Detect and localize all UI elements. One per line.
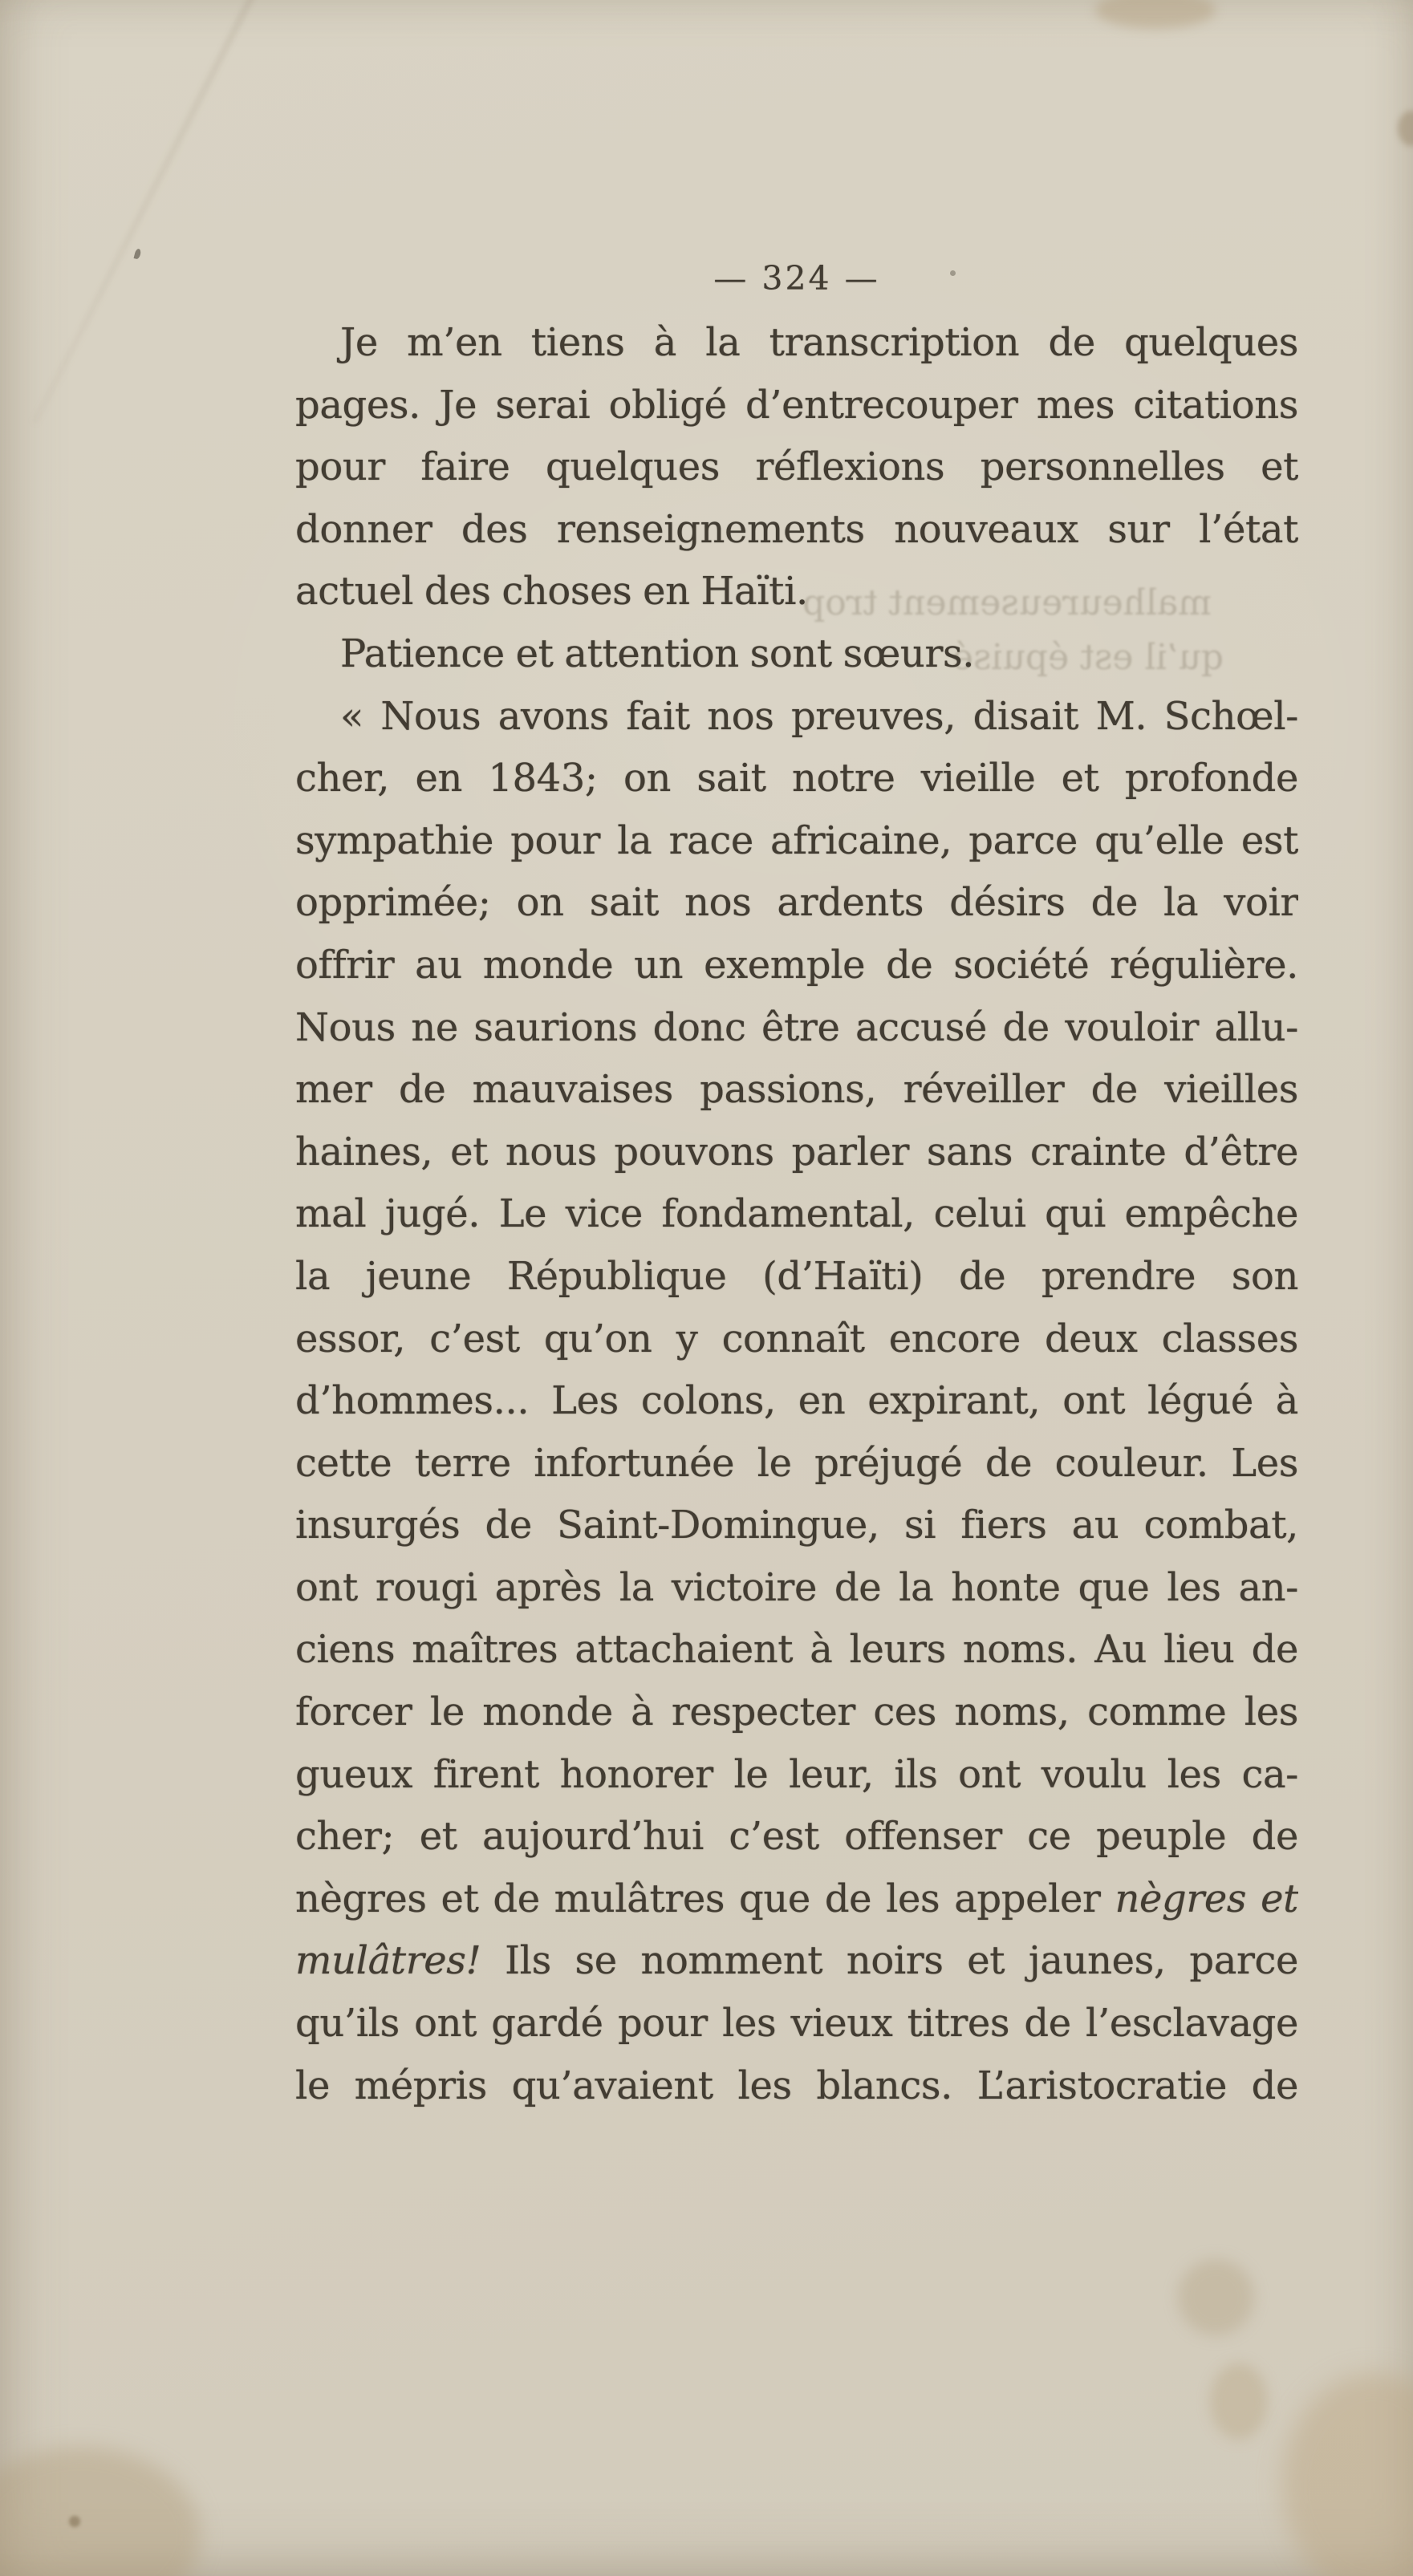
text-line	[295, 1246, 1298, 1308]
ink-speck	[134, 248, 142, 259]
paper-stain	[1210, 2363, 1268, 2440]
line-text: nègres et de mulâtres que de les appeler	[295, 1876, 1115, 1921]
line-text: sympathie pour la race africaine, parce qu’elle est	[295, 817, 1298, 863]
ink-speck	[950, 270, 956, 276]
text-line	[295, 1308, 1298, 1371]
line-text: Ils se nomment noirs et jaunes, parce	[481, 1938, 1298, 1984]
line-text: insurgés de Saint-Domingue, si fiers au combat,	[295, 1503, 1298, 1548]
paper-crease	[33, 0, 290, 424]
line-text: ont rougi après la victoire de la honte que les an-	[295, 1564, 1298, 1610]
text-line	[295, 1370, 1298, 1433]
line-text: qu’ils ont gardé pour les vieux titres de l’esclavage	[295, 2001, 1298, 2047]
text-line	[295, 1744, 1298, 1807]
line-text: mal jugé. Le vice fondamental, celui qui empêche	[295, 1191, 1298, 1237]
paper-stain	[1398, 111, 1413, 146]
text-line	[295, 436, 1298, 499]
line-text: Nous ne saurions donc être accusé de vouloir allu-	[295, 1004, 1298, 1050]
text-line	[295, 1433, 1298, 1495]
text-line	[295, 375, 1298, 437]
text-line	[295, 561, 1298, 623]
text-line	[295, 2055, 1298, 2118]
line-text: mer de mauvaises passions, réveiller de vieilles	[295, 1067, 1298, 1113]
line-text: actuel des choses en Haïti.	[295, 569, 808, 615]
text-line	[295, 935, 1298, 997]
line-text: opprimée; on sait nos ardents désirs de la voir	[295, 880, 1298, 926]
italic-text: nègres et	[1115, 1876, 1298, 1921]
line-text: forcer le monde à respecter ces noms, comme les	[295, 1690, 1298, 1735]
text-line	[295, 1059, 1298, 1122]
line-text: pour faire quelques réflexions personnelles et	[295, 444, 1298, 490]
text-line	[295, 499, 1298, 562]
text-line	[295, 1495, 1298, 1557]
line-text: Je m’en tiens à la transcription de quelques	[340, 320, 1298, 365]
text-block	[295, 312, 1298, 2117]
text-line	[295, 810, 1298, 873]
text-line	[295, 872, 1298, 935]
text-line	[295, 1122, 1298, 1184]
line-text: gueux firent honorer le leur, ils ont voulu les ca-	[295, 1751, 1298, 1797]
line-text: cette terre infortunée le préjugé de couleur. Les	[295, 1440, 1298, 1486]
text-line	[295, 686, 1298, 748]
paper-stain	[1178, 2259, 1254, 2335]
line-text: Patience et attention sont sœurs.	[340, 631, 975, 676]
line-text: la jeune République (d’Haïti) de prendre son	[295, 1253, 1298, 1299]
paper-stain	[1282, 2373, 1413, 2576]
text-line	[295, 1868, 1298, 1931]
line-text: d’hommes... Les colons, en expirant, ont légué à	[295, 1378, 1298, 1424]
text-line	[295, 1806, 1298, 1868]
text-line	[295, 1557, 1298, 1620]
text-line	[295, 1993, 1298, 2055]
paper-stain	[0, 2447, 201, 2576]
line-text: offrir au monde un exemple de société régulière.	[295, 942, 1298, 988]
text-line	[295, 312, 1298, 375]
text-line	[295, 748, 1298, 810]
text-line	[295, 1619, 1298, 1681]
line-text: le mépris qu’avaient les blancs. L’aristocratie de	[295, 2063, 1298, 2108]
line-text: essor, c’est qu’on y connaît encore deux classes	[295, 1316, 1298, 1361]
line-text: donner des renseignements nouveaux sur l’état	[295, 506, 1298, 552]
line-text: pages. Je serai obligé d’entrecouper mes citations	[295, 382, 1298, 428]
italic-text: mulâtres!	[295, 1938, 481, 1984]
line-text: ciens maîtres attachaient à leurs noms. Au lieu de	[295, 1627, 1298, 1673]
text-line	[295, 623, 1298, 686]
text-line	[295, 997, 1298, 1060]
ghost-showthrough-text: qu’il est épuisé	[952, 637, 1224, 678]
text-line	[295, 1681, 1298, 1744]
paper-stain	[69, 2516, 80, 2527]
text-line	[295, 1183, 1298, 1246]
page-number: — 324 —	[713, 259, 880, 298]
text-line	[295, 1930, 1298, 1993]
line-text: haines, et nous pouvons parler sans crainte d’être	[295, 1129, 1298, 1174]
line-text: « Nous avons fait nos preuves, disait M. Schœl-	[340, 693, 1298, 739]
paper-stain	[1095, 0, 1216, 29]
line-text: cher, en 1843; on sait notre vieille et profonde	[295, 756, 1298, 801]
ghost-showthrough-text: malheureusement trop	[802, 582, 1212, 623]
line-text: cher; et aujourd’hui c’est offenser ce peuple de	[295, 1814, 1298, 1860]
